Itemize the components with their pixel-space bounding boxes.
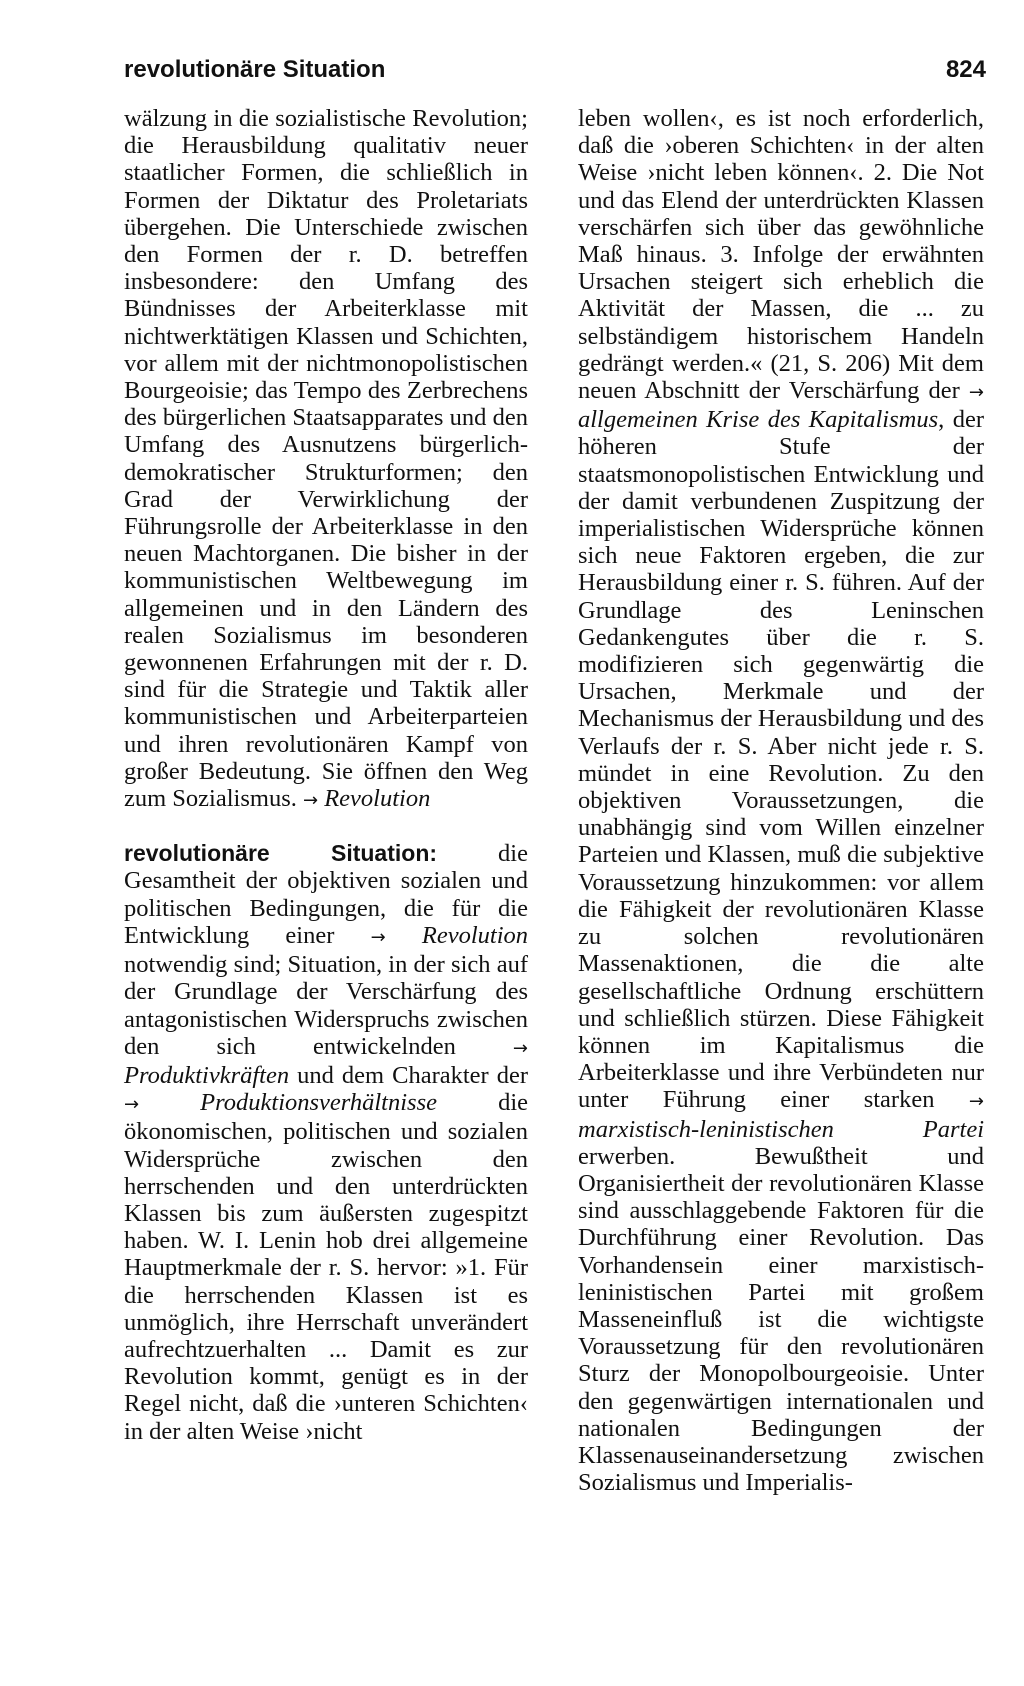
cross-reference-arrow-icon: → xyxy=(968,1091,984,1113)
entry-separator xyxy=(124,814,528,840)
entry-body-part: und dem Charakter der xyxy=(289,1061,528,1089)
dictionary-entry xyxy=(124,840,528,1444)
entry-body-part: die ökonomischen, politischen und sozialen Widersprüche zwischen den herrschenden und den unterdrückten Klassen bis zum äußersten zugespitzt haben. W. I. Lenin hob drei allgemeine Hauptmerkmale der r. S. hervor: »1. Für die herrschenden Klassen ist es unmöglich, ihre Herrschaft unverändert aufrechtzuerhalten ... Damit es zur Revolution kommt, genügt es in der Regel nicht, daß die ›unteren Schichten‹ in der alten Weise ›nicht xyxy=(124,1089,529,1445)
page-header xyxy=(124,52,986,92)
cross-reference-link[interactable]: Revolution xyxy=(324,785,431,813)
cross-reference-link[interactable]: Produktivkräften xyxy=(124,1061,290,1089)
previous-entry-body: wälzung in die sozialistische Revolution; die Herausbildung qualitativ neuer staatlicher Formen, die schließlich in Formen der Diktatur des Proletariats übergehen. Die Unterschiede zwischen den Formen der r. D. betreffen insbesondere: den Umfang des Bündnisses der Arbeiterklasse mit nichtwerktätigen Klassen und Schichten, vor allem mit der nichtmonopolistischen Bourgeoisie; das Tempo des Zerbrechens des bürgerlichen Staatsapparates und den Umfang des Ausnutzens bürgerlich-demokratischer Strukturformen; den Grad der Verwirklichung der Führungsrolle der Arbeiterklasse in den neuen Machtorganen. Die bisher in der kommunistischen Weltbewegung im allgemeinen und in den Ländern des realen Sozialismus im besonderen gewonnenen Erfahrungen mit der r. D. sind für die Strategie und Taktik aller kommunistischen und Arbeiterparteien und ihren revolutionären Kampf von großer Bedeutung. Sie öffnen den Weg zum Sozialismus. xyxy=(124,105,528,813)
cross-reference-link[interactable]: Revolution xyxy=(421,921,529,949)
entry-headword: revolutionäre Situation: xyxy=(124,840,438,867)
cross-reference-arrow-icon: → xyxy=(370,926,386,948)
cross-reference-link[interactable]: Produktionsverhältnisse xyxy=(200,1089,437,1117)
entry-body-part: die Gesamtheit der objektiven sozialen und politischen Bedingungen, die für die Entwicklung einer xyxy=(124,840,528,949)
entry-body-part: notwendig sind; Situation, in der sich auf der Grundlage der Verschärfung des antagonistischen Widerspruchs zwischen den sich entwickelnden xyxy=(124,951,528,1060)
cross-reference-arrow-icon: → xyxy=(512,1037,528,1059)
cross-reference-arrow-icon: → xyxy=(124,1094,140,1116)
cross-reference-arrow-icon: → xyxy=(302,790,319,812)
left-column xyxy=(124,105,528,1445)
right-column xyxy=(578,105,984,1496)
entry-body-part: , der höheren Stufe der staatsmonopolistischen Entwicklung und der damit verbundenen Zuspitzung der imperialistischen Widersprüche können sich neue Faktoren ergeben, die zur Herausbildung einer r. S. führen. Auf der Grundlage des Leninschen Gedankengutes über die r. S. modifizieren sich gegenwärtig die Ursachen, Merkmale und der Mechanismus der Herausbildung und des Verlaufs der r. S. Aber nicht jede r. S. mündet in eine Revolution. Zu den objektiven Voraussetzungen, die unabhängig sind vom Willen einzelner Parteien und Klassen, muß die subjektive Voraussetzung hinzukommen: vor allem die Fähigkeit der revolutionären Klasse zu solchen revolutionären Massenaktionen, die die alte gesellschaftliche Ordnung erschüttern und schließlich stürzen. Diese Fähigkeit können im Kapitalismus die Arbeiterklasse und ihre Verbündeten nur unter Führung einer starken xyxy=(578,406,984,1114)
entry-body-part: erwerben. Bewußtheit und Organisiertheit der revolutionären Klasse sind ausschlaggebende Faktoren für die Durchführung einer Revolution. Das Vorhandensein einer marxistisch-leninistischen Partei mit großem Masseneinfluß ist die wichtigste Voraussetzung für den revolutionären Sturz der Monopolbourgeoisie. Unter den gegenwärtigen internationalen und nationalen Bedingungen der Klassenauseinandersetzung zwischen Sozialismus und Imperialis- xyxy=(578,1142,984,1497)
entry-continuation xyxy=(578,105,984,1496)
cross-reference-arrow-icon: → xyxy=(968,382,984,404)
cross-reference-link[interactable]: marxistisch-leninistischen Partei xyxy=(578,1115,984,1143)
running-title: revolutionäre Situation xyxy=(124,56,386,83)
previous-entry-text xyxy=(124,105,528,814)
page-number: 824 xyxy=(945,56,986,83)
cross-reference-link[interactable]: allgemeinen Krise des Kapitalismus xyxy=(578,406,939,434)
entry-body-part: leben wollen‹, es ist noch erforderlich, daß die ›oberen Schichten‹ in der alten Weise ›nicht leben können‹. 2. Die Not und das Elend der unterdrückten Klassen verschärfen sich über das gewöhnliche Maß hinaus. 3. Infolge der erwähnten Ursachen steigert sich erheblich die Aktivität der Massen, die ... zu selbständigem historischem Handeln gedrängt werden.« (21, S. 206) Mit dem neuen Abschnitt der Verschärfung der xyxy=(578,105,984,405)
